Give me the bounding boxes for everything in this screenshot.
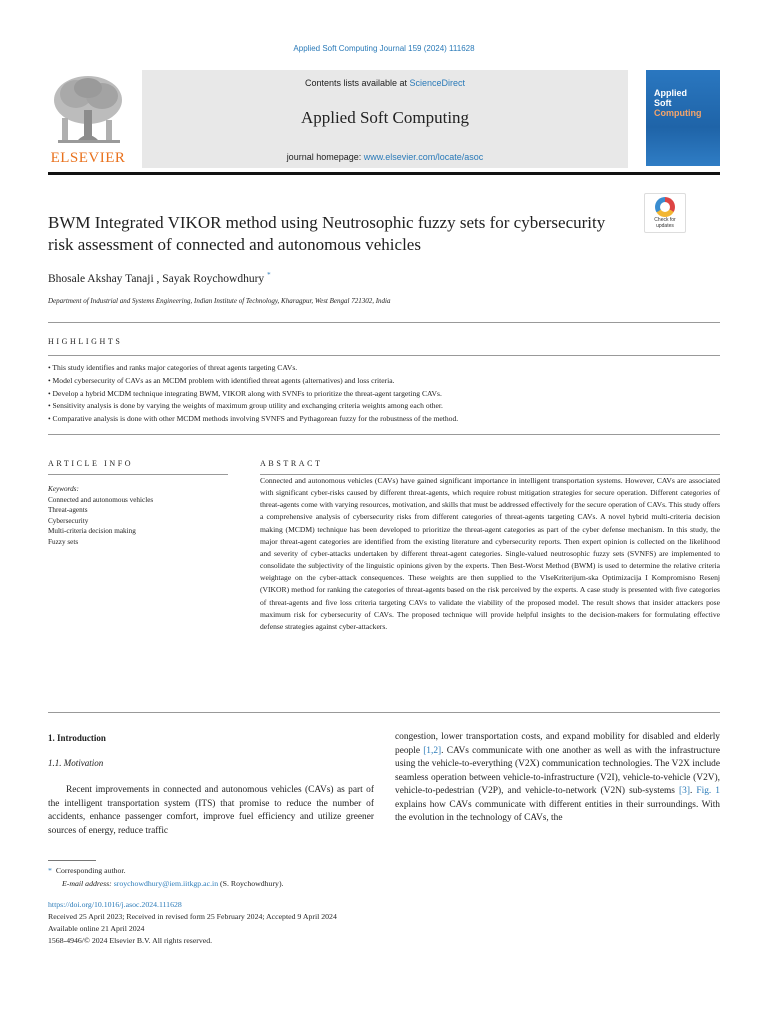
body-text: congestion, lower transportation costs, and expand mobility for disabled and elderly people [395, 732, 720, 756]
abstract-heading: ABSTRACT [260, 459, 323, 468]
subsection-heading-motivation: 1.1. Motivation [48, 758, 104, 768]
corresponding-author-note [48, 866, 126, 875]
body-text: . CAVs communicate with one another as well as with the infrastructure using the vehicle-to-everything (V2X) communication technologies. The V2X include seamless operation between vehicle-to-infrastructure (V2I), vehicle-to-vehicle (V2V), vehicle-to-pedestrian (V2P), and vehicle-to-network (V2N) sub-systems [395, 745, 720, 796]
journal-homepage-link[interactable]: www.elsevier.com/locate/asoc [363, 152, 484, 162]
abstract-text: Connected and autonomous vehicles (CAVs) have gained significant importance in intelligent transportation systems. However, CAVs are associated with significant cyber-risks caused by different threat-agents, which require robust mitigation strategies for secure operation. Different categories of threat-agents come with varying resources, motivation, and skills that must be addressed effectively for the secure operation of CAVs. This study offers a comprehensive analysis of cybersecurity risks from different categories of threat-agents targeting CAVs. A novel hybrid multi-criteria decision making (MCDM) technique has been developed to prioritize the threat-agent categories as part of the cyber defense mechanism. In this study, the major threat-agent categories are identified from the existing literature and cybersecurity reports. Then expert opinion is collected on the likelihood and severity of cyber-attacks undertaken by different threat-agent categories. Single-valued neutrosophic fuzzy sets (SVNFS) are implemented to consolidate the subjectivity of the linguistic opinions given by the experts. Then Best-Worst Method (BWM) is used to determine the relative criteria weightage on the cyber-attack consequences. These weights are then supplied to the VlseKriterijum-ska Optimizacija I Kompromisno Resenj (VIKOR) method for ranking the categories of threat-agents based on the risk perceived by the experts. A case study is presented with five categories of threat-agents and five loss criteria targeting CAVs to validate the viability of the proposed model. The result shows that insider attackers pose maximum risk for cybersecurity of CAVs. The proposed technique will provide helpful insights to the decision-makers for formulating effective defense strategies against cyber-attackers. [260, 476, 721, 631]
journal-title: Applied Soft Computing [300, 108, 470, 127]
footnote-text: Corresponding author. [55, 866, 126, 875]
keyword: Fuzzy sets [48, 537, 79, 546]
homepage-prefix: journal homepage: [286, 152, 364, 162]
check-for-updates-badge[interactable] [644, 193, 686, 233]
journal-reference[interactable]: Applied Soft Computing Journal 159 (2024) 111628 [293, 44, 475, 53]
elsevier-wordmark: ELSEVIER [50, 150, 126, 166]
journal-cover-thumbnail[interactable] [646, 70, 720, 166]
divider [48, 434, 720, 435]
homepage-line [142, 152, 628, 162]
keywords-block [48, 484, 228, 548]
highlight-item: • Develop a hybrid MCDM technique integrating BWM, VIKOR along with SVNFs to prioritize the threat-agent targeting CAVs. [48, 388, 442, 398]
intro-left-column: Recent improvements in connected and autonomous vehicles (CAVs) as part of the intelligent transportation system (ITS) that promise to reduce the number of accidents, enhance passenger comfort, improve fuel efficiency and utilize greener sources of energy, reduce traffic [48, 785, 374, 836]
available-online: Available online 21 April 2024 [48, 924, 145, 933]
article-title: BWM Integrated VIKOR method using Neutrosophic fuzzy sets for cybersecurity risk assessment of connected and autonomous vehicles [48, 213, 606, 254]
citation-link[interactable]: [3] [679, 786, 690, 796]
email-label: E-mail address: [62, 879, 114, 888]
contents-prefix: Contents lists available at [304, 78, 410, 88]
email-suffix: (S. Roychowdhury). [218, 879, 284, 888]
divider [48, 712, 720, 713]
doi-line [48, 899, 182, 910]
highlight-item: • Sensitivity analysis is done by varying the weights of maximum group utility and exchanging criteria weights among each other. [48, 401, 443, 411]
masthead [48, 70, 720, 174]
intro-right-column [395, 731, 720, 826]
footnote-star: * [48, 866, 52, 875]
article-info-heading: ARTICLE INFO [48, 459, 134, 468]
crossmark-label-2: updates [656, 223, 674, 229]
contents-line [142, 78, 628, 88]
authors [48, 271, 271, 285]
affiliation: Department of Industrial and Systems Engineering, Indian Institute of Technology, Kharagpur, West Bengal 721302, India [48, 297, 391, 305]
corresponding-author-mark[interactable]: * [267, 271, 271, 279]
author-names: Bhosale Akshay Tanaji , Sayak Roychowdhury [48, 272, 265, 285]
divider [48, 322, 720, 323]
highlight-item: • Model cybersecurity of CAVs as an MCDM problem with identified threat agents (alternatives) and loss criteria. [48, 375, 395, 385]
header-rule [48, 172, 720, 175]
keyword: Threat-agents [48, 506, 88, 515]
cover-title [654, 88, 702, 118]
journal-header-box [142, 70, 628, 168]
keyword: Cybersecurity [48, 516, 89, 525]
highlights-heading: HIGHLIGHTS [48, 337, 123, 346]
figure-link[interactable]: Fig. 1 [696, 786, 720, 796]
copyright: 1568-4946/© 2024 Elsevier B.V. All rights reserved. [48, 936, 213, 945]
body-text: . [689, 786, 697, 796]
keyword: Connected and autonomous vehicles [48, 495, 154, 504]
crossmark-label-1: Check for [654, 217, 676, 223]
received-dates: Received 25 April 2023; Received in revised form 25 February 2024; Accepted 9 April 2024 [48, 912, 337, 921]
section-heading-introduction: 1. Introduction [48, 733, 106, 743]
keyword: Multi-criteria decision making [48, 527, 136, 536]
cover-line-1: Applied [654, 88, 687, 98]
sciencedirect-link[interactable]: ScienceDirect [409, 78, 466, 88]
crossmark-icon [655, 197, 675, 217]
keywords-label: Keywords: [48, 485, 79, 493]
highlights-list [48, 362, 720, 426]
highlight-item: • Comparative analysis is done with other MCDM methods involving SVNFS and Pythagorean fuzzy for the robustness of the method. [48, 414, 459, 424]
divider [48, 355, 720, 356]
email-link[interactable]: sroychowdhury@iem.iitkgp.ac.in [113, 879, 219, 888]
footnote-rule [48, 860, 96, 861]
body-text: explains how CAVs communicate with different entities in their surroundings. With the evolution in the technology of CAVs, the [395, 799, 720, 823]
doi-link[interactable]: https://doi.org/10.1016/j.asoc.2024.111628 [48, 900, 182, 909]
divider [48, 474, 228, 475]
cover-line-3: Computing [654, 108, 702, 118]
email-note [62, 879, 284, 888]
cover-line-2: Soft [654, 98, 672, 108]
highlight-item: • This study identifies and ranks major categories of threat agents targeting CAVs. [48, 363, 298, 372]
citation-link[interactable]: [1,2] [423, 745, 442, 756]
